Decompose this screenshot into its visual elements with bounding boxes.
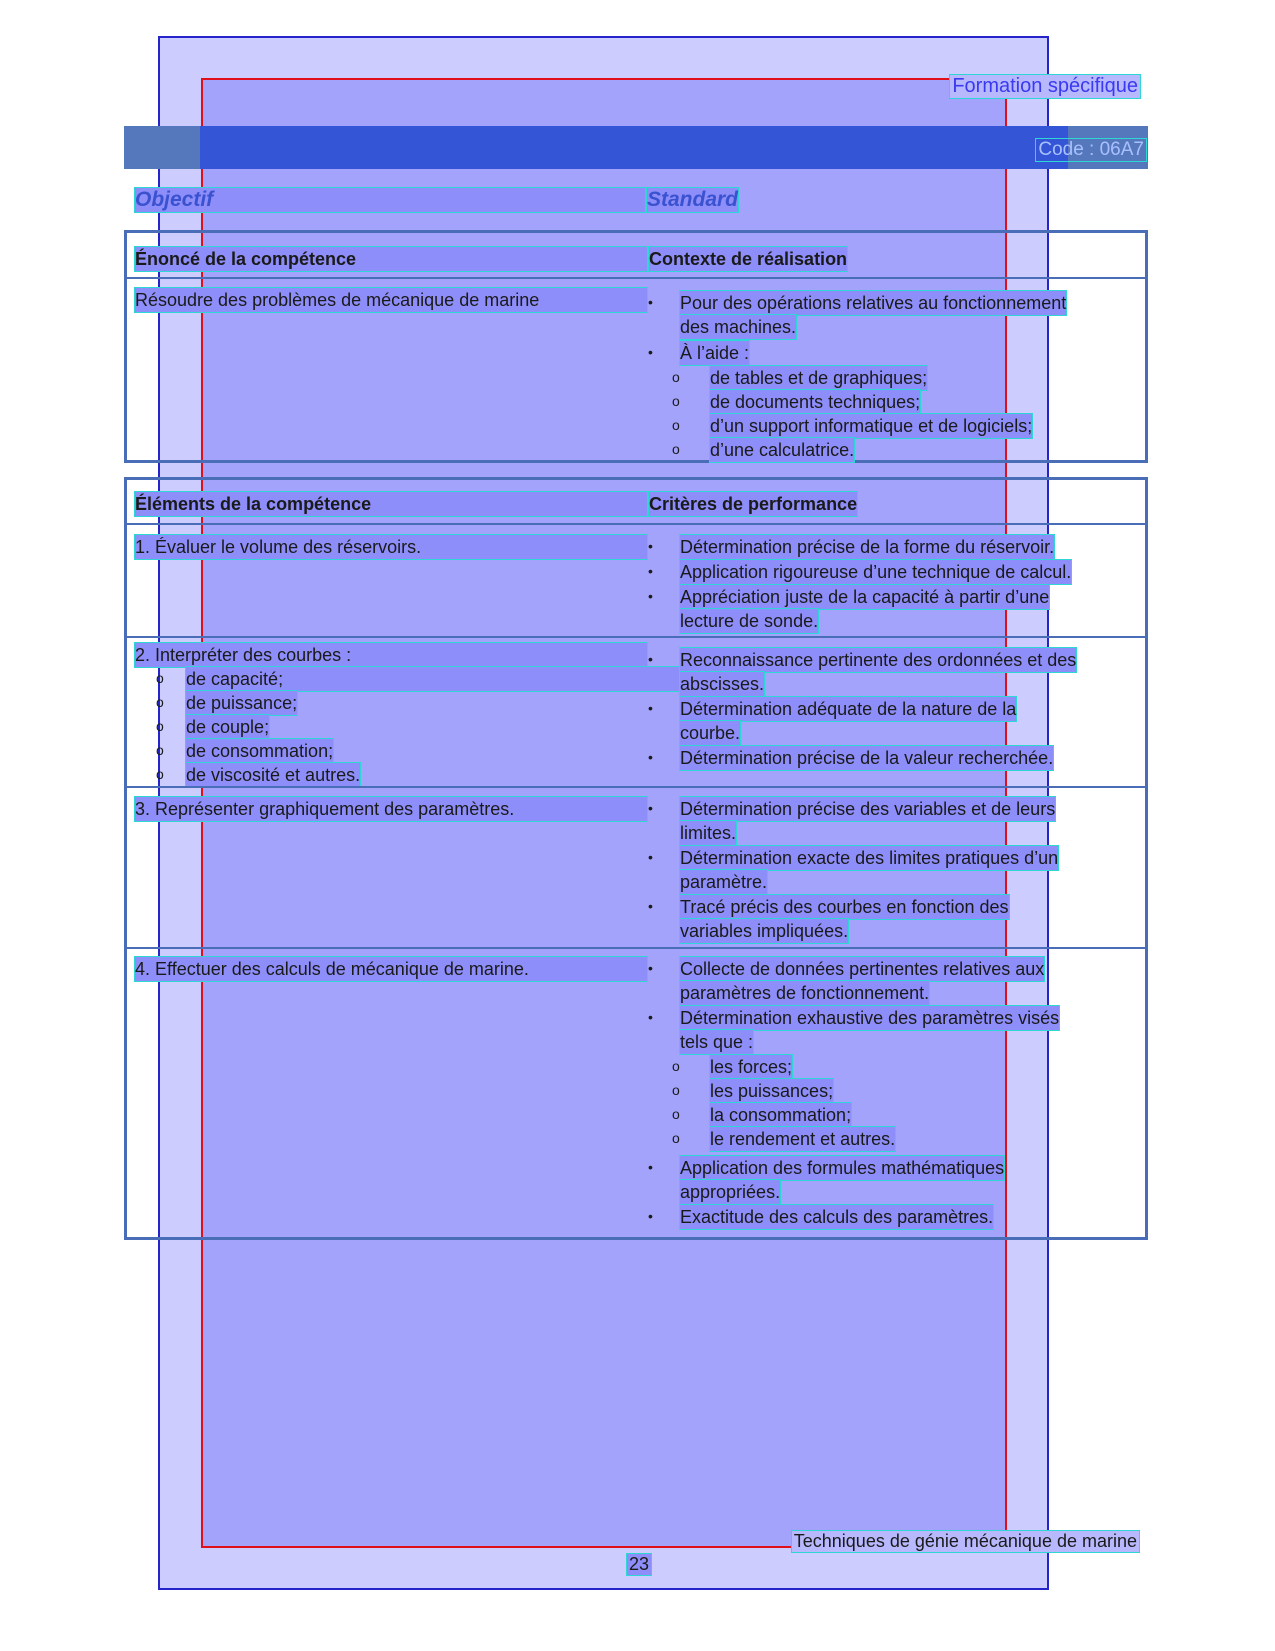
footer-program: Techniques de génie mécanique de marine: [791, 1530, 1140, 1553]
criterion-line: Détermination exacte des limites pratiques d’un: [679, 845, 1059, 871]
context-header: Contexte de réalisation: [648, 246, 848, 272]
sub-bullet: o: [672, 1130, 680, 1146]
sub-bullet: o: [156, 718, 164, 734]
bullet: •: [648, 344, 653, 360]
header-band: [124, 126, 1148, 169]
bullet: •: [648, 294, 653, 310]
criterion-line: Détermination précise de la valeur recherchée.: [679, 745, 1054, 771]
criterion-line: Exactitude des calculs des paramètres.: [679, 1204, 994, 1230]
context-line: Pour des opérations relatives au fonctionnement: [679, 290, 1067, 316]
bullet: •: [648, 960, 653, 976]
element-3-title: 3. Représenter graphiquement des paramètres.: [134, 796, 648, 822]
element-2-title: 2. Interpréter des courbes :: [134, 642, 648, 668]
criterion-line: appropriées.: [679, 1179, 781, 1205]
competence-table: [124, 230, 1148, 463]
objective-title: Objectif: [134, 187, 646, 213]
criterion-line: abscisses.: [679, 671, 765, 697]
criterion-line: Application des formules mathématiques: [679, 1155, 1005, 1181]
criterion-line: Application rigoureuse d’une technique de calcul.: [679, 559, 1072, 585]
criterion-line: Détermination précise de la forme du réservoir.: [679, 534, 1055, 560]
criterion-line: limites.: [679, 820, 737, 846]
criterion-line: paramètres de fonctionnement.: [679, 980, 930, 1006]
element-4-sub: le rendement et autres.: [709, 1126, 896, 1152]
bullet: •: [648, 898, 653, 914]
criterion-line: Tracé précis des courbes en fonction des: [679, 894, 1010, 920]
criterion-line: Détermination adéquate de la nature de la: [679, 696, 1017, 722]
standard-title: Standard: [647, 188, 739, 211]
element-4-sub: les forces;: [709, 1054, 793, 1080]
context-sub-item: d’une calculatrice.: [709, 437, 855, 463]
element-2-sub: de viscosité et autres.: [185, 762, 361, 788]
criterion-line: Détermination exhaustive des paramètres visés: [679, 1005, 1060, 1031]
elements-header: Éléments de la compétence: [134, 491, 648, 517]
bullet: •: [648, 1009, 653, 1025]
sub-bullet: o: [672, 1058, 680, 1074]
criterion-line: Collecte de données pertinentes relatives aux: [679, 956, 1045, 982]
bullet: •: [648, 1208, 653, 1224]
sub-bullet: o: [672, 369, 680, 385]
element-4-title: 4. Effectuer des calculs de mécanique de marine.: [134, 956, 648, 982]
bullet: •: [648, 563, 653, 579]
context-line: des machines.: [679, 314, 797, 340]
criterion-line: courbe.: [679, 720, 741, 746]
element-2-sub: de puissance;: [185, 690, 298, 716]
bullet: •: [648, 1159, 653, 1175]
bullet: •: [648, 749, 653, 765]
sub-bullet: o: [156, 766, 164, 782]
element-2-sub: de capacité;: [185, 666, 715, 692]
competency-code: Code : 06A7: [1035, 138, 1147, 162]
sub-bullet: o: [672, 393, 680, 409]
sub-bullet: o: [156, 694, 164, 710]
competence-header: Énoncé de la compétence: [134, 246, 648, 272]
element-4-sub: la consommation;: [709, 1102, 852, 1128]
bullet: •: [648, 849, 653, 865]
criterion-line: Appréciation juste de la capacité à partir d’une: [679, 584, 1050, 610]
sub-bullet: o: [672, 1082, 680, 1098]
context-sub-item: d’un support informatique et de logiciels;: [709, 413, 1033, 439]
sub-bullet: o: [672, 1106, 680, 1122]
criterion-line: lecture de sonde.: [679, 608, 819, 634]
criterion-line: paramètre.: [679, 869, 768, 895]
criterion-line: Reconnaissance pertinente des ordonnées et des: [679, 647, 1077, 673]
criteria-header: Critères de performance: [648, 491, 858, 517]
program-header: Formation spécifique: [949, 74, 1141, 99]
context-sub-item: de tables et de graphiques;: [709, 365, 928, 391]
bullet: •: [648, 538, 653, 554]
bullet: •: [648, 588, 653, 604]
sub-bullet: o: [156, 742, 164, 758]
context-line: À l’aide :: [679, 340, 750, 366]
criterion-line: variables impliquées.: [679, 918, 849, 944]
bullet: •: [648, 700, 653, 716]
bullet: •: [648, 651, 653, 667]
context-sub-item: de documents techniques;: [709, 389, 921, 415]
sub-bullet: o: [156, 670, 164, 686]
criterion-line: tels que :: [679, 1029, 754, 1055]
page-number: 23: [626, 1553, 652, 1576]
competence-statement: Résoudre des problèmes de mécanique de marine: [134, 287, 648, 313]
element-1-title: 1. Évaluer le volume des réservoirs.: [134, 534, 648, 560]
element-2-sub: de couple;: [185, 714, 270, 740]
sub-bullet: o: [672, 441, 680, 457]
sub-bullet: o: [672, 417, 680, 433]
element-4-sub: les puissances;: [709, 1078, 834, 1104]
criterion-line: Détermination précise des variables et de leurs: [679, 796, 1056, 822]
bullet: •: [648, 800, 653, 816]
element-2-sub: de consommation;: [185, 738, 334, 764]
elements-table: [124, 477, 1148, 1240]
